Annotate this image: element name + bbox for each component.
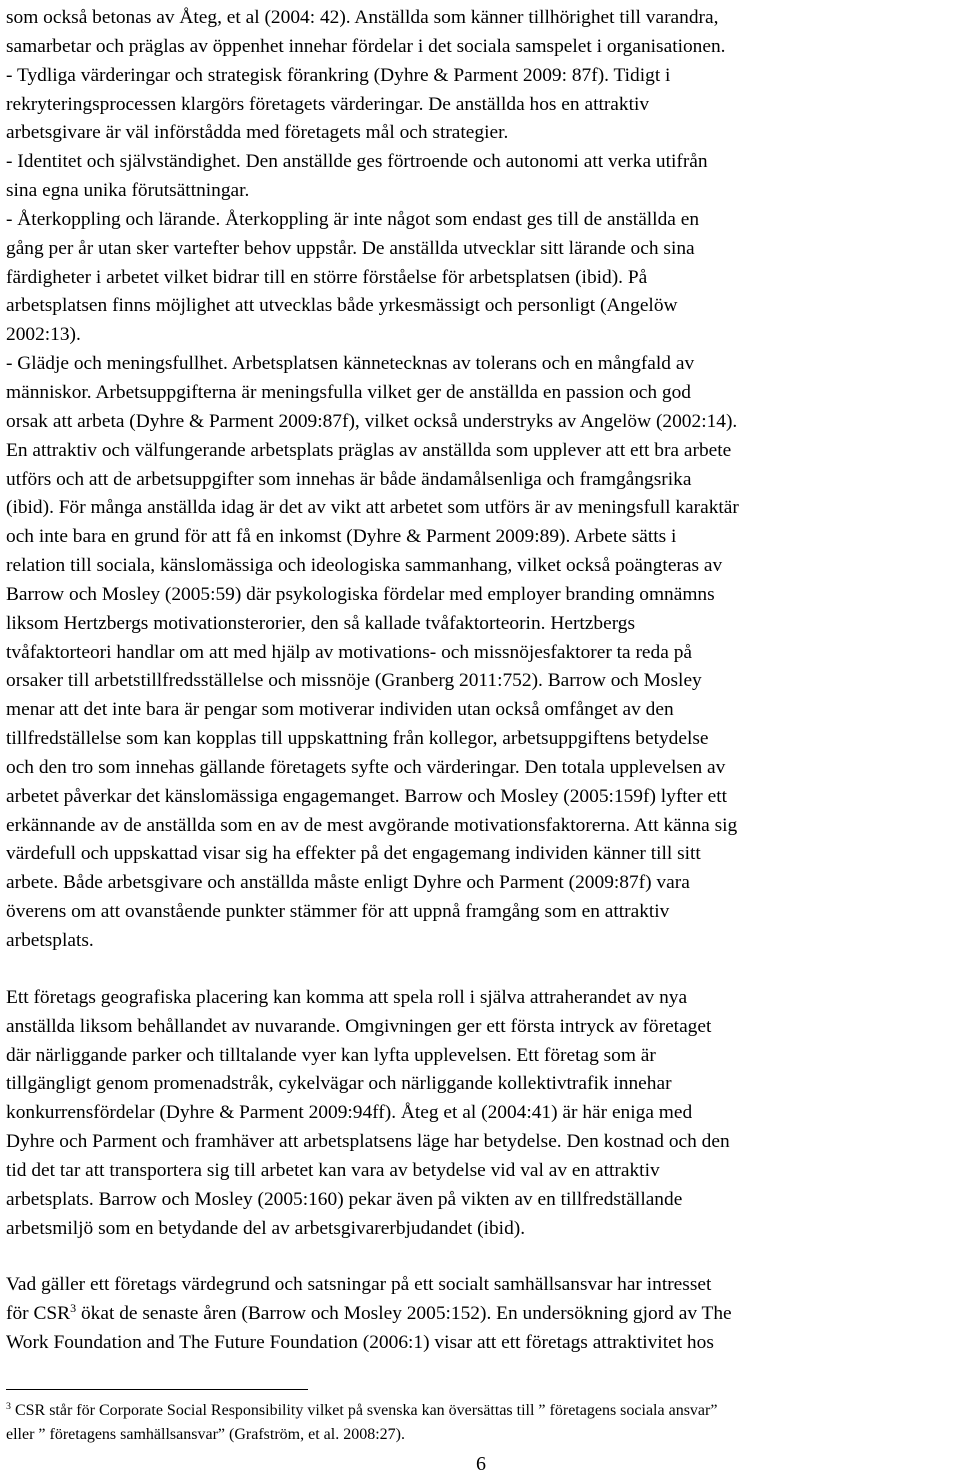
paragraph-2 <box>6 984 954 1244</box>
text-line: arbetsmiljö som en betydande del av arbetsgivarerbjudandet (ibid). <box>6 1217 526 1239</box>
footnote-line-2: eller ” företagens samhällsansvar” (Grafström, et al. 2008:27). <box>6 1426 405 1443</box>
text-line: tillgängligt genom promenadstråk, cykelvägar och närliggande kollektivtrafik innehar <box>6 1073 672 1095</box>
text-line: liksom Hertzbergs motivationsterorier, den så kallade tvåfaktorteorin. Hertzbergs <box>6 612 636 634</box>
text-line: En attraktiv och välfungerande arbetsplats präglas av anställda som upplever att ett bra arbete <box>6 439 732 461</box>
text-line: arbetsgivare är väl införstådda med företagets mål och strategier. <box>6 122 509 144</box>
text-line: och inte bara en grund för att få en inkomst (Dyhre & Parment 2009:89). Arbete sätts i <box>6 526 677 548</box>
footnote-line-1 <box>6 1399 717 1423</box>
csr-suffix: ökat de senaste åren (Barrow och Mosley 2005:152). En undersökning gjord av The <box>76 1303 732 1325</box>
text-line: arbetsplatsen finns möjlighet att utvecklas både yrkesmässigt och personligt (Angelöw <box>6 295 678 317</box>
text-line: människor. Arbetsuppgifterna är meningsfulla vilket ger de anställda en passion och god <box>6 381 691 403</box>
footnote-marker: 3 <box>6 1401 11 1413</box>
text-line: 2002:13). <box>6 324 81 346</box>
text-line: värdefull och uppskattad visar sig ha effekter på det engagemang individen känner till sitt <box>6 843 701 865</box>
text-line: Work Foundation and The Future Foundation (2006:1) visar att ett företags attraktivitet hos <box>6 1332 714 1354</box>
text-line: orsaker till arbetstillfredsställelse och missnöje (Granberg 2011:752). Barrow och Mosley <box>6 670 702 692</box>
paragraph-3 <box>6 1271 954 1358</box>
text-line: konkurrensfördelar (Dyhre & Parment 2009:94ff). Åteg et al (2004:41) är här eniga med <box>6 1102 693 1124</box>
text-line: samarbetar och präglas av öppenhet innehar fördelar i det sociala samspelet i organisationen. <box>6 35 726 57</box>
text-line: arbetet påverkar det känslomässiga engagemanget. Barrow och Mosley (2005:159f) lyfter ett <box>6 785 727 807</box>
paragraph-gap <box>6 1243 954 1271</box>
paragraph-gap <box>6 956 954 984</box>
text-line: relation till sociala, känslomässiga och ideologiska sammanhang, vilket också poängteras av <box>6 555 723 577</box>
text-line: arbetsplats. Barrow och Mosley (2005:160) pekar även på vikten av en tillfredställande <box>6 1188 683 1210</box>
text-line: (ibid). För många anställda idag är det av vikt att arbetet som utförs är av meningsfull karaktär <box>6 497 739 519</box>
paragraph-1 <box>6 4 954 956</box>
text-line: Barrow och Mosley (2005:59) där psykologiska fördelar med employer branding omnämns <box>6 583 715 605</box>
text-line: menar att det inte bara är pengar som motiverar individen utan också omfånget av den <box>6 699 674 721</box>
text-line: gång per år utan sker vartefter behov uppstår. De anställda utvecklar sitt lärande och sina <box>6 237 695 259</box>
footnote-text-1: CSR står för Corporate Social Responsibility vilket på svenska kan översättas till ” företagens sociala ansvar” <box>10 1402 718 1419</box>
text-line: sina egna unika förutsättningar. <box>6 180 250 202</box>
text-line: erkännande av de anställda som en av de mest avgörande motivationsfaktorerna. Att känna sig <box>6 814 738 836</box>
text-line: - Glädje och meningsfullhet. Arbetsplatsen kännetecknas av tolerans och en mångfald av <box>6 353 695 375</box>
text-line: och den tro som innehas gällande företagets syfte och värderingar. Den totala upplevelsen av <box>6 756 726 778</box>
text-line: orsak att arbeta (Dyhre & Parment 2009:87f), vilket också understryks av Angelöw (2002:14). <box>6 410 738 432</box>
text-line: - Tydliga värderingar och strategisk förankring (Dyhre & Parment 2009: 87f). Tidigt i <box>6 64 671 86</box>
text-line: arbete. Både arbetsgivare och anställda måste enligt Dyhre och Parment (2009:87f) vara <box>6 872 690 894</box>
text-line: Ett företags geografiska placering kan komma att spela roll i själva attraherandet av nya <box>6 986 688 1008</box>
text-line-with-footnote-ref <box>6 1300 954 1329</box>
footnote <box>6 1399 717 1447</box>
text-line: - Identitet och självständighet. Den anställde ges förtroende och autonomi att verka utifrån <box>6 151 708 173</box>
text-line: färdigheter i arbetet vilket bidrar till en större förståelse för arbetsplatsen (ibid). På <box>6 266 648 288</box>
text-line: utförs och att de arbetsuppgifter som innehas är både ändamålsenliga och framgångsrika <box>6 468 692 490</box>
text-line: - Återkoppling och lärande. Återkoppling är inte något som endast ges till de anställda en <box>6 208 700 230</box>
csr-prefix: för CSR <box>6 1303 71 1325</box>
text-line: tvåfaktorteori handlar om att med hjälp av motivations- och missnöjesfaktorer ta reda på <box>6 641 692 663</box>
text-line: som också betonas av Åteg, et al (2004: 42). Anställda som känner tillhörighet till varandra, <box>6 7 719 28</box>
text-line: Dyhre och Parment och framhäver att arbetsplatsens läge har betydelse. Den kostnad och den <box>6 1131 730 1153</box>
document-page <box>6 4 954 1474</box>
page-number: 6 <box>476 1453 486 1475</box>
text-line: tillfredställelse som kan kopplas till uppskattning från kollegor, arbetsuppgiftens betydelse <box>6 728 709 750</box>
footnote-reference[interactable]: 3 <box>70 1301 77 1316</box>
text-line: rekryteringsprocessen klargörs företagets värderingar. De anställda hos en attraktiv <box>6 93 650 115</box>
text-line: anställda liksom behållandet av nuvarande. Omgivningen ger ett första intryck av företaget <box>6 1015 712 1037</box>
text-line: tid det tar att transportera sig till arbetet kan vara av betydelse vid val av en attraktiv <box>6 1159 660 1181</box>
text-line: där närliggande parker och tilltalande vyer kan lyfta upplevelsen. Ett företag som är <box>6 1044 656 1066</box>
text-line: överens om att ovanstående punkter stämmer för att uppnå framgång som en attraktiv <box>6 901 670 923</box>
text-line: Vad gäller ett företags värdegrund och satsningar på ett socialt samhällsansvar har intresset <box>6 1274 712 1296</box>
footnote-separator <box>6 1389 308 1390</box>
text-line: arbetsplats. <box>6 930 94 951</box>
